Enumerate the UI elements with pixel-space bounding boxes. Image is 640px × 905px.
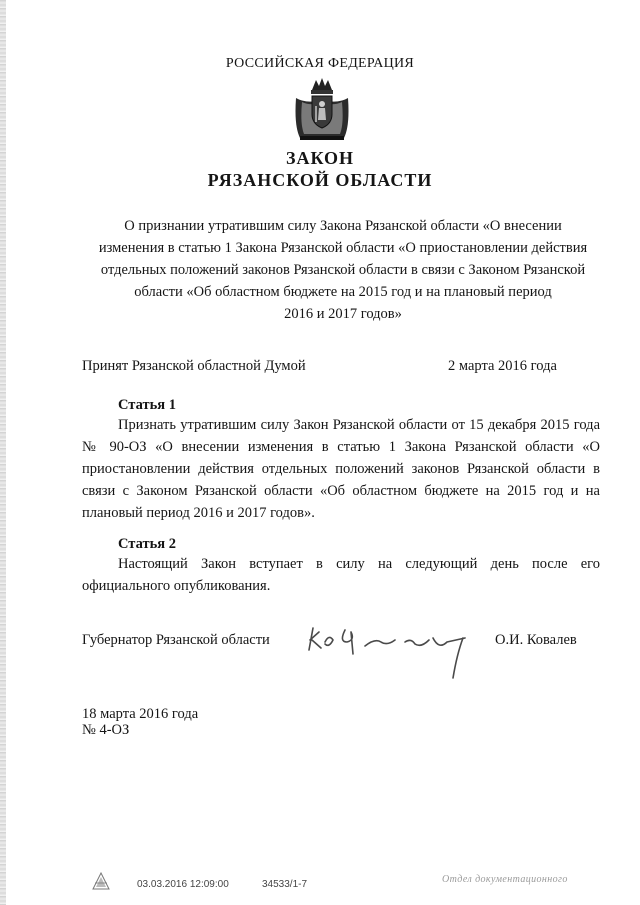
scan-edge	[0, 0, 6, 905]
scanner-logo-icon	[92, 872, 110, 890]
article-2-heading: Статья 2	[118, 536, 176, 552]
article-1-heading: Статья 1	[118, 397, 176, 413]
title-line: области «Об областном бюджете на 2015 год и на плановый период	[134, 284, 552, 300]
law-number: № 4-ОЗ	[82, 722, 130, 738]
adopted-by: Принят Рязанской областной Думой	[82, 358, 306, 374]
law-title	[82, 215, 604, 325]
country-name: РОССИЙСКАЯ ФЕДЕРАЦИЯ	[225, 56, 415, 71]
law-region-heading: РЯЗАНСКОЙ ОБЛАСТИ	[207, 170, 433, 190]
signing-date: 18 марта 2016 года	[82, 706, 199, 722]
governor-name: О.И. Ковалев	[495, 632, 577, 648]
article-1-text: Признать утратившим силу Закон Рязанской области от 15 декабря 2015 года № 90-ОЗ «О внесении изменения в статью 1 Закона Рязанской области «О приостановлении действия отдельных положений законов Рязанской области в связи с Законом Рязанской области «Об областном бюджете на 2015 год и на плановый период 2016 и 2017 годов».	[82, 417, 600, 521]
title-line: О признании утратившим силу Закона Рязанской области «О внесении	[124, 218, 562, 234]
handwritten-signature-icon	[305, 620, 475, 680]
department-stamp: Отдел документационного	[442, 874, 568, 885]
article-2-text: Настоящий Закон вступает в силу на следующий день после его официального опубликования.	[82, 556, 600, 594]
law-heading: ЗАКОН	[285, 148, 355, 168]
title-line: изменения в статью 1 Закона Рязанской области «О приостановлении действия	[98, 240, 588, 256]
title-line: отдельных положений законов Рязанской области в связи с Законом Рязанской	[100, 262, 586, 278]
scan-timestamp: 03.03.2016 12:09:00	[137, 879, 229, 890]
governor-title: Губернатор Рязанской области	[82, 632, 270, 648]
adopted-date: 2 марта 2016 года	[448, 358, 557, 374]
document-code: 34533/1-7	[262, 879, 308, 890]
title-line: 2016 и 2017 годов»	[284, 306, 402, 322]
ryazan-coat-of-arms-icon	[290, 76, 354, 142]
